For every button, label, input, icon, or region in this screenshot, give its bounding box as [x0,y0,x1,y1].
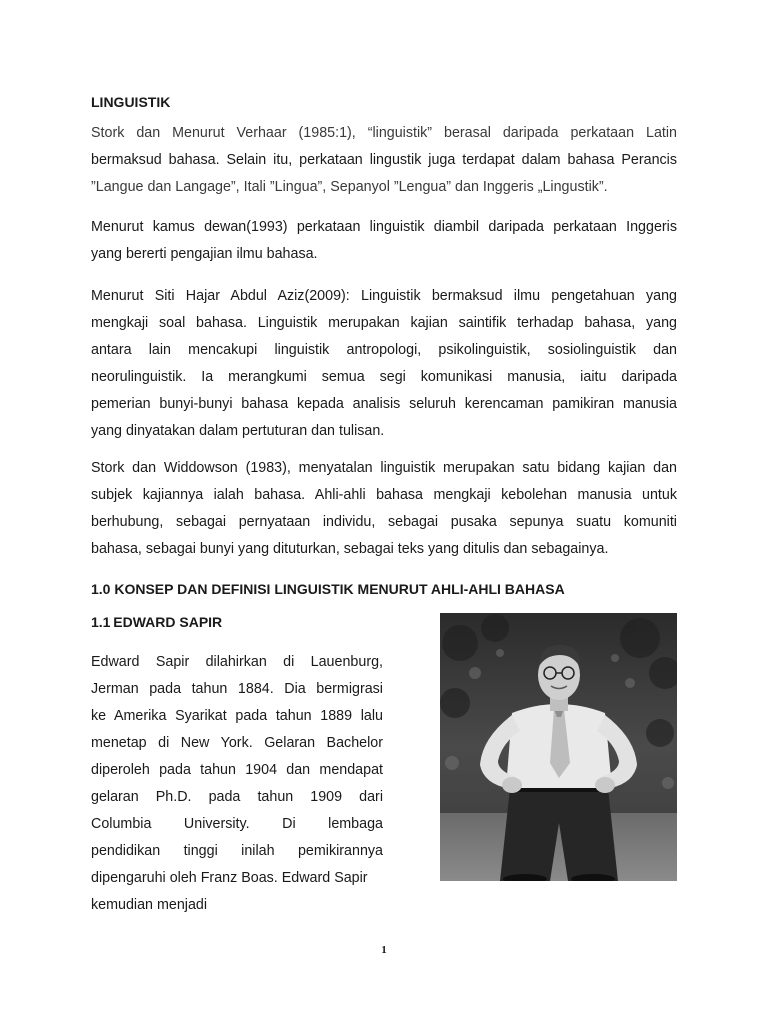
paragraph-siti-hajar [91,283,677,445]
text-line: Columbia University. Di lembaga [91,816,383,832]
paragraph-kamus-dewan [91,214,677,268]
paragraph-stork-widdowson [91,455,677,563]
text-line: Menurut Siti Hajar Abdul Aziz(2009): Linguistik bermaksud ilmu pengetahuan yang [91,288,677,304]
subsection-heading: 1.1 EDWARD SAPIR [91,614,223,630]
text-line: Jerman pada tahun 1884. Dia bermigrasi [91,681,383,697]
text-line: Stork dan Menurut Verhaar (1985:1), “linguistik” berasal daripada perkataan Latin [91,125,677,141]
text-line: yang dinyatakan dalam pertuturan dan tulisan. [91,423,385,439]
text-line: menetap di New York. Gelaran Bachelor [91,735,383,751]
text-line: subjek kajiannya ialah bahasa. Ahli-ahli bahasa mengkaji kebolehan manusia untuk [91,487,677,503]
text-line: dipengaruhi oleh Franz Boas. Edward Sapir [91,870,368,886]
text-line: diperoleh pada tahun 1904 dan mendapat [91,762,383,778]
text-line: neorulinguistik. Ia merangkumi semua segi komunikasi manusia, iaitu daripada [91,369,677,385]
text-line: antara lain mencakupi linguistik antropologi, psikolinguistik, sosiolinguistik dan [91,342,677,358]
text-line: ke Amerika Syarikat pada tahun 1889 lalu [91,708,383,724]
text-line: kemudian menjadi [91,897,208,913]
text-line: pendidikan tinggi inilah pemikirannya [91,843,383,859]
paragraph-definition-verhaar [91,120,677,201]
text-line: berhubung, sebagai pernyataan individu, sebagai pusaka sepunya suatu komuniti [91,514,677,530]
page-number: 1 [381,944,387,956]
text-line: mengkaji soal bahasa. Linguistik merupakan kajian saintifik terhadap bahasa, yang [91,315,677,331]
paragraph-edward-sapir [91,649,383,919]
text-line: bermaksud bahasa. Selain itu, perkataan lingustik juga terdapat dalam bahasa Perancis [91,152,677,168]
text-line: Menurut kamus dewan(1993) perkataan linguistik diambil daripada perkataan Inggeris [91,219,677,235]
edward-sapir-photo [440,613,677,881]
heading-linguistik: LINGUISTIK [91,94,171,110]
text-line: Stork dan Widdowson (1983), menyatalan linguistik merupakan satu bidang kajian dan [91,460,677,476]
section-heading: 1.0 KONSEP DAN DEFINISI LINGUISTIK MENURUT AHLI-AHLI BAHASA [91,581,565,597]
text-line: Edward Sapir dilahirkan di Lauenburg, [91,654,383,670]
text-line: ”Langue dan Langage”, Itali ”Lingua”, Sepanyol ”Lengua” dan Inggeris „Lingustik”. [91,179,608,195]
text-line: yang bererti pengajian ilmu bahasa. [91,246,318,262]
text-line: pemerian bunyi-bunyi bahasa kepada analisis seluruh kerencaman pamikiran manusia [91,396,677,412]
text-line: gelaran Ph.D. pada tahun 1909 dari [91,789,383,805]
text-line: bahasa, sebagai bunyi yang dituturkan, sebagai teks yang ditulis dan sebagainya. [91,541,609,557]
